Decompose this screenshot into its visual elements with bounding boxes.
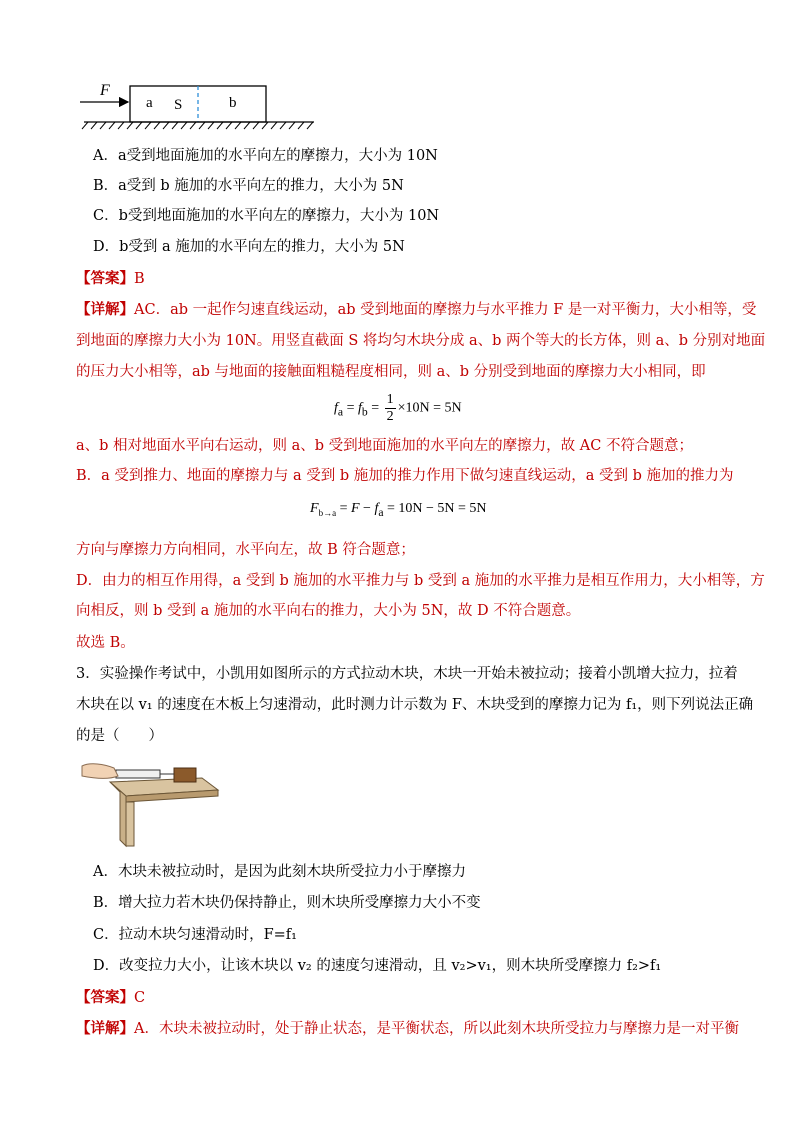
answer-value: C (134, 990, 146, 1006)
q2-option-d: D．b受到 a 施加的水平向左的推力，大小为 5N (93, 239, 405, 255)
q3-stem-line-1: 3．实验操作考试中，小凯用如图所示的方式拉动木块，木块一开始未被拉动；接着小凯增大拉力，拉着 (76, 666, 738, 682)
q2-detail-line-8: 向相反，则 b 受到 a 施加的水平向右的推力，大小为 5N，故 D 不符合题意。 (76, 603, 581, 619)
q2-conclusion: 故选 B。 (76, 635, 135, 651)
force-label: F (100, 82, 110, 99)
q2-option-b: B．a受到 b 施加的水平向左的推力，大小为 5N (93, 178, 404, 194)
q2-option-a: A．a受到地面施加的水平向左的摩擦力，大小为 10N (93, 148, 438, 164)
answer-tag: 【答案】 (76, 989, 134, 1006)
q3-stem-line-3: 的是（ ） (76, 728, 163, 744)
q2-detail-line-6: 方向与摩擦力方向相同，水平向左，故 B 符合题意； (76, 542, 415, 558)
block-a-label: a (146, 95, 153, 111)
detail-tag: 【详解】 (76, 1020, 134, 1037)
q3-option-a: A．木块未被拉动时，是因为此刻木块所受拉力小于摩擦力 (93, 864, 466, 880)
pulling-block-figure (80, 756, 222, 850)
table-leg (126, 802, 134, 846)
q3-option-b: B．增大拉力若木块仍保持静止，则木块所受摩擦力大小不变 (93, 895, 481, 911)
block-diagram-figure (78, 80, 318, 130)
detail-tag: 【详解】 (76, 301, 134, 318)
q2-detail-line-2: 到地面的摩擦力大小为 10N。用竖直截面 S 将均匀木块分成 a、b 两个等大的长方体，则 a、b 分别对地面 (76, 333, 766, 349)
block-s-label: S (174, 97, 183, 113)
q3-stem-line-2: 木块在以 v₁ 的速度在木板上匀速滑动，此时测力计示数为 F、木块受到的摩擦力记为 f₁，则下列说法正确 (76, 697, 754, 713)
q2-detail-line-4: a、b 相对地面水平向右运动，则 a、b 受到地面施加的水平向左的摩擦力，故 AC 不符合题意； (76, 438, 693, 454)
q3-detail-line-1 (76, 1019, 739, 1039)
q2-detail-line-5: B．a 受到推力、地面的摩擦力与 a 受到 b 施加的推力作用下做匀速直线运动，a 受到 b 施加的推力为 (76, 468, 734, 484)
wooden-block (174, 768, 196, 782)
detail-text: AC．ab 一起作匀速直线运动，ab 受到地面的摩擦力与水平推力 F 是一对平衡力，大小相等，受 (134, 302, 757, 318)
block-b-label: b (229, 95, 237, 111)
detail-text: A．木块未被拉动时，处于静止状态，是平衡状态，所以此刻木块所受拉力与摩擦力是一对平衡 (134, 1021, 739, 1037)
q2-detail-line-3: 的压力大小相等，ab 与地面的接触面粗糙程度相同，则 a、b 分别受到地面的摩擦力大小相同，即 (76, 364, 706, 380)
equation-push-force: $F_{b\to a} = F - f_a = 10N - 5N = 5N$ (310, 501, 487, 519)
q3-option-d: D．改变拉力大小，让该木块以 v₂ 的速度匀速滑动，且 v₂>v₁，则木块所受摩擦力 f₂>f₁ (93, 958, 662, 974)
ground-hatch (82, 122, 313, 129)
q3-option-c: C．拉动木块匀速滑动时，F=f₁ (93, 927, 297, 943)
q2-detail-line-1 (76, 300, 757, 320)
answer-value: B (134, 271, 145, 287)
spring-scale (116, 770, 160, 778)
q2-answer (76, 269, 726, 289)
q3-answer (76, 988, 726, 1008)
equation-friction-split: $f_a = f_b$ = $\frac{1}{2}$ ×10N = 5N (334, 392, 462, 424)
answer-tag: 【答案】 (76, 270, 134, 287)
q2-detail-line-7: D．由力的相互作用得，a 受到 b 施加的水平推力与 b 受到 a 施加的水平推力是相互作用力，大小相等，方 (76, 573, 765, 589)
hand (82, 764, 118, 778)
q2-option-c: C．b受到地面施加的水平向左的摩擦力，大小为 10N (93, 208, 440, 224)
